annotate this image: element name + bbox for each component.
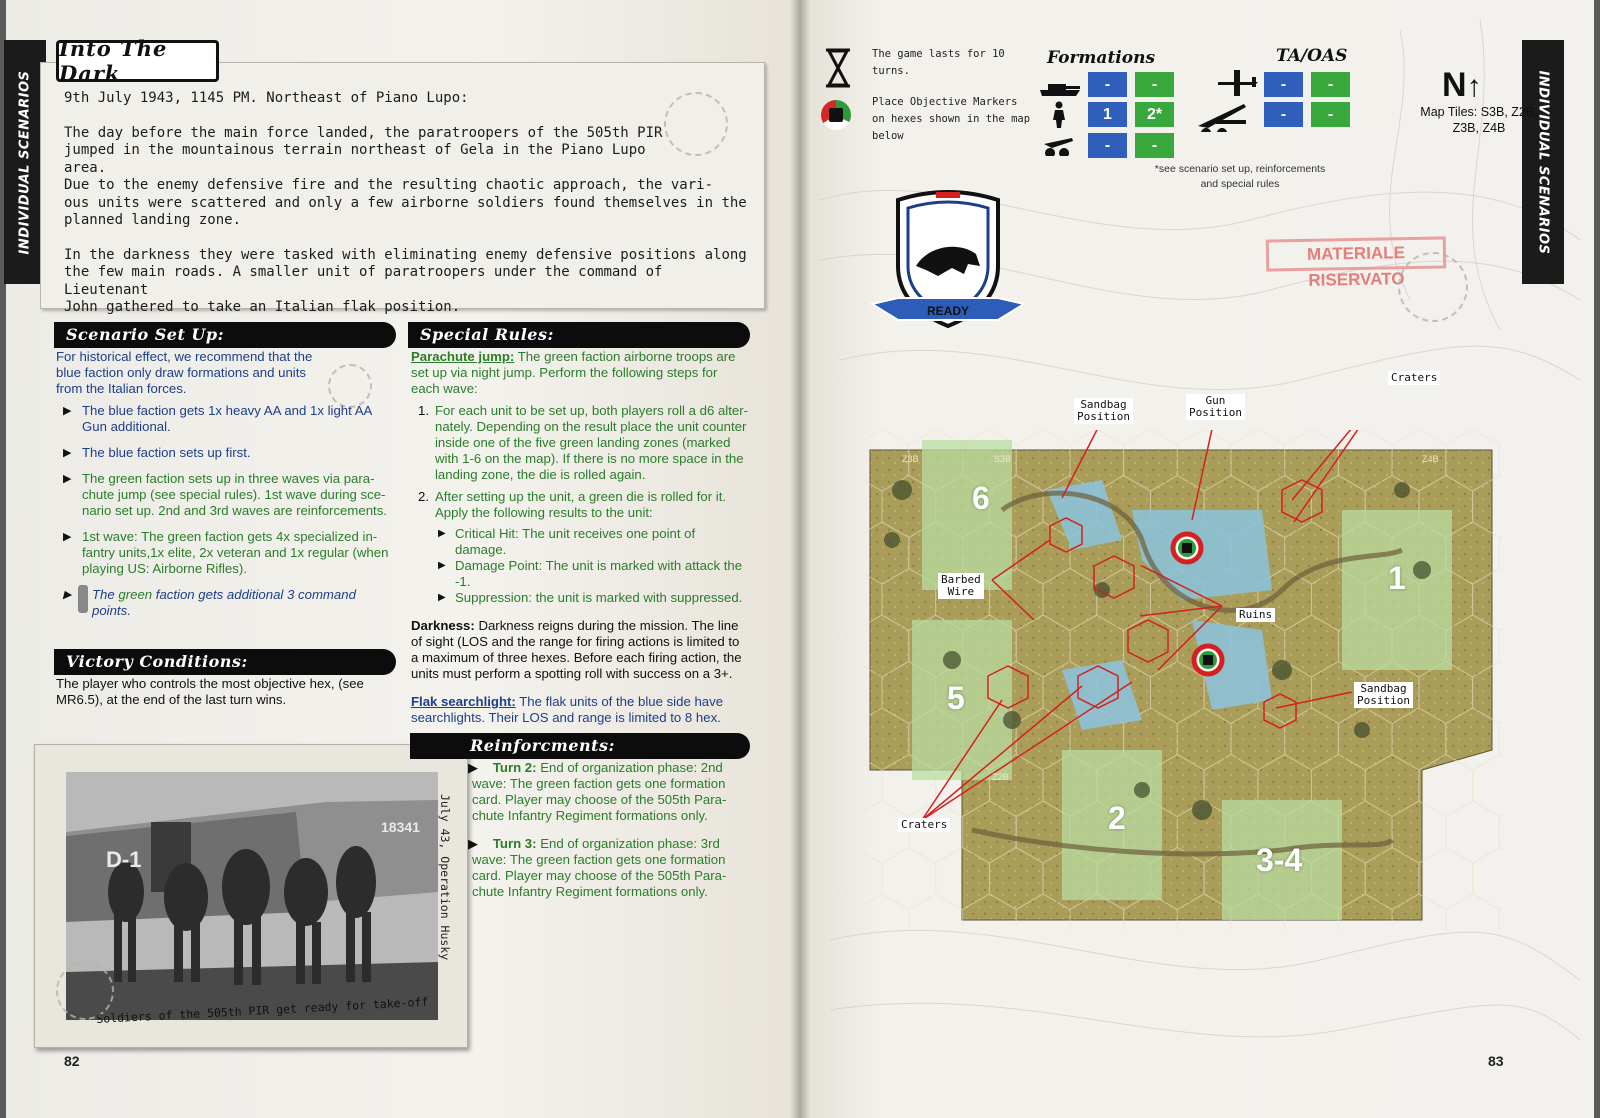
command-token-icon (78, 585, 88, 613)
label-line: Wire (947, 585, 975, 598)
label-line: Gun (1205, 394, 1226, 407)
reinforcements-header: Reinforcments: (410, 733, 750, 759)
unit-badge-icon (868, 186, 1028, 336)
intro-line: In the darkness they were tasked with eliminating enemy defensive positions along (64, 246, 747, 263)
step-text: For each unit to be set up, both players roll a d6 alter- nately. Depending on the result place the unit counter inside one of the five green landing zones (marked with 1-6 on the map). If there is no more space in the landing zone, the die is rolled again. (435, 403, 749, 482)
intro-line: John gathered to take an Italian flak position. (64, 299, 461, 315)
aircraft-mark: D-1 (106, 847, 142, 872)
setup-item: ▶ 1st wave: The green faction gets 4x specialized in- fantry units,1x elite, 2x veteran and 1x regular (when playing US: Airborne Rifles). (56, 529, 396, 577)
turn-text: End of organization phase: 2nd wave: The green faction gets one formation card. Player may choose of the 505th Para- chute Infantry Regiment formations only. (472, 760, 727, 823)
setup-item: ▶ The blue faction gets 1x heavy AA and 1x light AA Gun additional. (56, 403, 396, 435)
special-rules-header: Special Rules: (408, 322, 750, 348)
taoas-cell-green: - (1311, 102, 1350, 127)
result-item: ▶ Suppression: the unit is marked with suppressed. (435, 590, 749, 606)
photo-caption: Soldiers of the 505th PIR get ready for take-off (96, 994, 429, 1026)
turns-info (872, 46, 1005, 80)
formation-cell-blue: - (1088, 133, 1127, 158)
formation-cell-blue: 1 (1088, 102, 1127, 127)
label-line: Position (1357, 694, 1410, 707)
flak-rule (411, 694, 749, 726)
aircraft-icon (1216, 68, 1260, 96)
north-arrow: N↑ (1442, 66, 1482, 104)
tile-id: S3B (994, 454, 1012, 464)
objective-line: Place Objective Markers (872, 96, 1018, 108)
label-line: Sandbag (1080, 398, 1127, 411)
intro-line: the few main roads. A smaller unit of paratroopers under the command of Lieutenant (64, 264, 663, 298)
footnote (1140, 162, 1340, 192)
label-line: Sandbag (1360, 682, 1407, 695)
dateline: 9th July 1943, 1145 PM. Northeast of Piano Lupo: (64, 90, 469, 106)
zone-number: 5 (947, 680, 965, 716)
taoas-cell-blue: - (1264, 102, 1303, 127)
label-barbed-wire (938, 573, 984, 599)
label-line: Position (1077, 410, 1130, 423)
page-number-left: 82 (64, 1053, 80, 1069)
aircraft-mark: 18341 (381, 819, 420, 835)
formations-header: Formations (1047, 48, 1156, 68)
footnote-line: *see scenario set up, reinforcements (1154, 163, 1326, 175)
label-gun-position (1186, 394, 1245, 420)
artillery-icon (1042, 136, 1082, 156)
side-tab-label: INDIVIDUAL SCENARIOS (1535, 70, 1551, 254)
zone-number: 1 (1388, 560, 1406, 596)
hex-cell (1419, 848, 1473, 910)
formation-cell-blue: - (1088, 72, 1127, 97)
north-label: N (1442, 66, 1467, 104)
hex-cell (1473, 848, 1502, 910)
photo-side-note: July 43, Operation Husky (438, 794, 452, 961)
cp-text: The (92, 587, 119, 602)
taoas-cell-green: - (1311, 72, 1350, 97)
result-item: ▶ Damage Point: The unit is marked with attack the -1. (435, 558, 749, 590)
zone-number: 3-4 (1256, 842, 1303, 878)
turn2-item: ▶ Turn 2: End of organization phase: 2nd wave: The green faction gets one formation card. Player may choose of the 505th Para- chute Infantry Regiment formations only. (468, 760, 727, 823)
hex-cell (862, 894, 909, 930)
hex-cell (909, 894, 963, 930)
hex-cell (1446, 801, 1500, 863)
setup-item: ▶ The blue faction sets up first. (56, 445, 396, 461)
infantry-icon (1048, 101, 1070, 129)
objective-marker (1194, 646, 1222, 674)
reinforcements (468, 760, 742, 912)
intro-text (64, 90, 754, 317)
hex-cell (1446, 894, 1500, 930)
hourglass-icon (824, 48, 852, 88)
result-item: ▶ Critical Hit: The unit receives one point of damage. (435, 526, 749, 558)
badge-label: READY (926, 304, 970, 318)
zone-number: 2 (1108, 800, 1126, 836)
page-number-right: 83 (1488, 1053, 1504, 1069)
tile-id: Z2B (992, 772, 1009, 782)
setup-item: ▶ The green faction sets up in three waves via para- chute jump (see special rules). 1st wave during sce- nario set up. 2nd and 3rd waves are reinforcements. (56, 471, 396, 519)
formation-cell-green: - (1135, 72, 1174, 97)
label-ruins: Ruins (1236, 608, 1275, 622)
turn-text: End of organization phase: 3rd wave: The green faction gets one formation card. Player may choose of the 505th Para- chute Infantry Regiment formations only. (472, 836, 727, 899)
cp-text: faction gets additional 3 command points. (92, 587, 356, 618)
turns-line: turns. (872, 65, 910, 77)
objective-line: below (872, 130, 904, 142)
rule-text: The green faction airborne troops are set up via night jump. Perform the following steps for each wave: (411, 349, 736, 396)
intro-line: ous units were scattered and only a few airborne soldiers found themselves in the (64, 194, 747, 211)
zone-number: 6 (972, 480, 990, 516)
label-sandbag-position (1074, 398, 1133, 424)
tile-id: Z4B (1422, 454, 1439, 464)
label-line: Position (1189, 406, 1242, 419)
command-points-item (56, 587, 396, 619)
intro-line: planned landing zone. (64, 212, 242, 228)
victory-text: The player who controls the most objective hex, (see MR6.5), at the end of the last turn wins. (56, 676, 364, 707)
label-craters: Craters (898, 818, 950, 832)
spine-shadow (790, 0, 810, 1118)
aa-gun-icon (1196, 100, 1262, 132)
comando-seal (1398, 252, 1468, 322)
intro-line: area. (64, 159, 107, 176)
rule-label: Parachute jump: (411, 349, 515, 364)
scenario-title (56, 36, 219, 86)
taoas-header: TA/OAS (1276, 46, 1348, 66)
footnote-line: and special rules (1200, 178, 1280, 190)
rule-text: The flak units of the blue side have searchlights. Their LOS and range is limited to 8 hex. (411, 694, 724, 725)
step-num: 2. (418, 489, 429, 504)
taoas-cell-blue: - (1264, 72, 1303, 97)
turn-label: Turn 3: (492, 836, 537, 851)
intro-line: jumped in the mountainous terrain northeast of Gela in the Piano Lupo (64, 142, 646, 158)
objective-line: on hexes shown in the map (872, 113, 1031, 125)
tile-id: Z3B (902, 454, 919, 464)
label-line: Barbed (941, 573, 981, 586)
jump-step (418, 489, 749, 606)
setup-section (56, 349, 396, 629)
objective-info (872, 94, 1030, 145)
rule-text: Darkness reigns during the mission. The line of sight (LOS and the range for firing actions is limited to a maximum of three hexes. Before each firing action, the units must perform a spotting roll with success on a 3+. (411, 618, 742, 681)
step-text: After setting up the unit, a green die is rolled for it. Apply the following results to the unit: (435, 489, 727, 520)
cp-green: green (118, 587, 153, 602)
tank-icon (1038, 76, 1082, 98)
scenario-title-text: Into The Dark (59, 36, 168, 86)
step-num: 1. (418, 403, 429, 418)
rule-label: Flak searchlight: (411, 694, 516, 709)
turn3-item: ▶ Turn 3: End of organization phase: 3rd wave: The green faction gets one formation card. Player may choose of the 505th Para- chute Infantry Regiment formations only. (468, 836, 727, 899)
side-tab-label: INDIVIDUAL SCENARIOS (17, 70, 33, 254)
hex-cell (1473, 755, 1502, 817)
side-tab-right (1522, 40, 1564, 284)
label-sandbag-position (1354, 682, 1413, 708)
darkness-rule (411, 618, 749, 682)
setup-header: Scenario Set Up: (54, 322, 396, 348)
victory-header: Victory Conditions: (54, 649, 396, 675)
formation-cell-green: - (1135, 133, 1174, 158)
formation-cell-green: 2* (1135, 102, 1174, 127)
classified-stamp: MATERIALE RISERVATO (1266, 236, 1447, 271)
objective-marker (1173, 534, 1201, 562)
intro-line: The day before the main force landed, the paratroopers of the 505th PIR (64, 124, 663, 141)
special-rules (411, 349, 749, 726)
rule-label: Darkness: (411, 618, 475, 633)
paratroopers-photo (66, 772, 438, 1020)
hex-cell (862, 801, 909, 863)
label-craters: Craters (1388, 371, 1440, 385)
turn-label: Turn 2: (492, 760, 537, 775)
hex-cell (882, 848, 936, 910)
parachute-rule (411, 349, 749, 397)
setup-lead: For historical effect, we recommend that the blue faction only draw formations and units from the Italian forces. (56, 349, 313, 396)
intro-line: Due to the enemy defensive fire and the resulting chaotic approach, the vari- (64, 177, 714, 193)
turns-line: The game lasts for 10 (872, 48, 1005, 60)
jump-step (418, 403, 749, 483)
map-tiles: Map Tiles: S3B, Z2B, Z3B, Z4B (1420, 105, 1538, 135)
objective-marker-icon (821, 100, 851, 130)
